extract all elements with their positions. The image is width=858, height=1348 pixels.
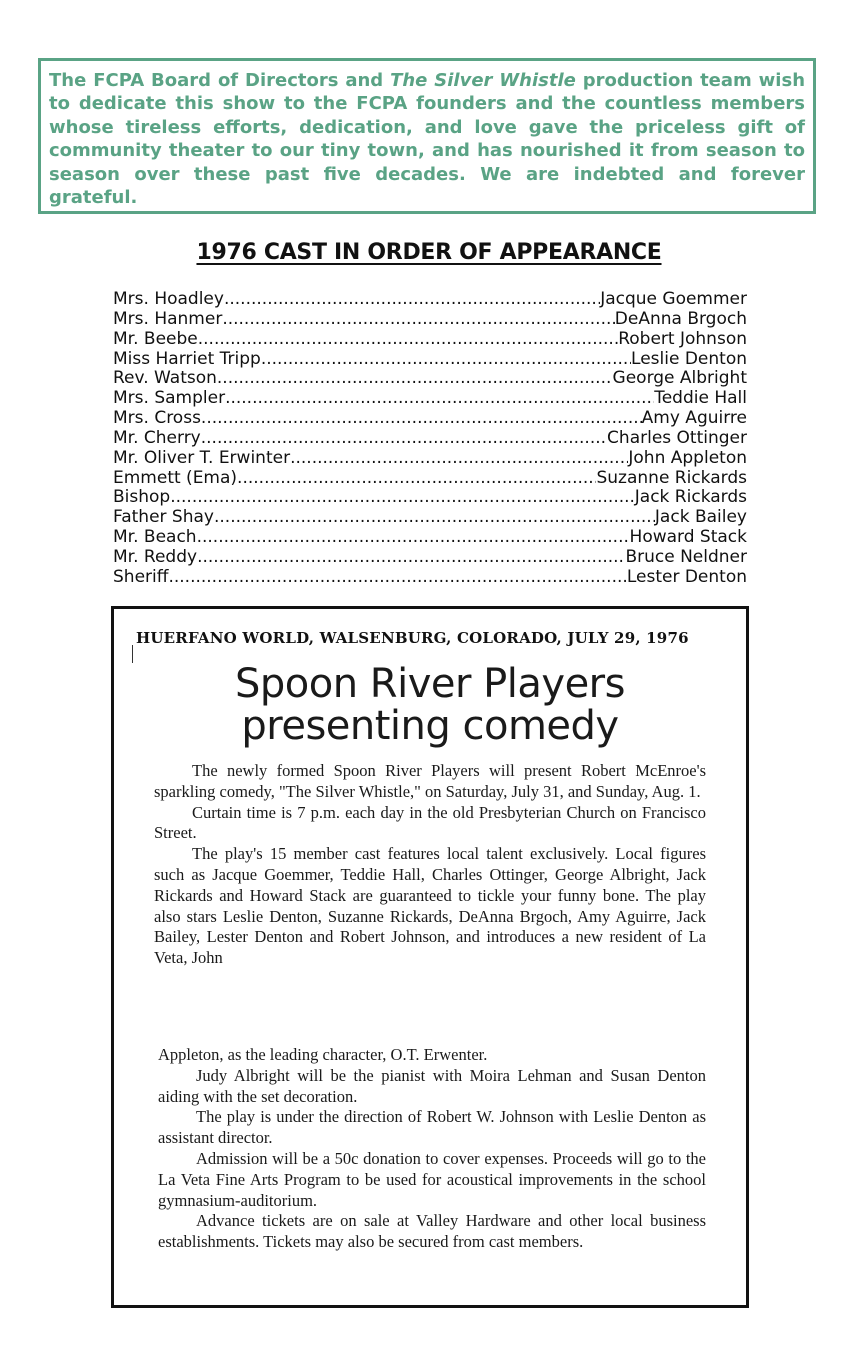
dot-leader bbox=[222, 310, 614, 330]
cast-role: Father Shay bbox=[113, 507, 214, 528]
cast-actor: Charles Ottinger bbox=[607, 427, 747, 448]
dot-leader bbox=[197, 548, 625, 568]
article-body-bottom bbox=[158, 1045, 706, 1253]
cast-actor: Amy Aguirre bbox=[641, 408, 747, 429]
cast-role: Sheriff bbox=[113, 566, 169, 587]
dot-leader bbox=[201, 409, 642, 429]
cast-role: Mr. Cherry bbox=[113, 427, 201, 448]
cast-role: Mr. Beach bbox=[113, 527, 197, 548]
article-paragraph: Judy Albright will be the pianist with Moira Lehman and Susan Denton aiding with the set decoration. bbox=[158, 1065, 706, 1106]
cast-row bbox=[113, 548, 747, 568]
dot-leader bbox=[197, 528, 630, 548]
dot-leader bbox=[237, 469, 596, 489]
cast-role: Rev. Watson bbox=[113, 368, 217, 389]
cast-row bbox=[113, 488, 747, 508]
cast-heading: 1976 CAST IN ORDER OF APPEARANCE bbox=[196, 240, 662, 265]
headline-line-2: presenting comedy bbox=[241, 703, 619, 749]
cast-list bbox=[113, 290, 747, 588]
cast-actor: Suzanne Rickards bbox=[596, 467, 747, 488]
dot-leader bbox=[201, 429, 607, 449]
cast-actor: Teddie Hall bbox=[654, 388, 747, 409]
article-continuation: Appleton, as the leading character, O.T. Erwenter. bbox=[158, 1045, 488, 1064]
dot-leader bbox=[168, 568, 626, 588]
dedication-text-end: production team wish to dedicate this show to the FCPA founders and the countless members whose tireless efforts, dedication, and love gave the priceless gift of community theater to our tiny town, and has nourished it from season to season over these past five decades. We are indebted and forever grateful. bbox=[49, 70, 806, 209]
cast-row bbox=[113, 409, 747, 429]
cast-actor: George Albright bbox=[612, 368, 747, 389]
cast-role: Mrs. Hanmer bbox=[113, 308, 223, 329]
cast-row bbox=[113, 389, 747, 409]
cast-actor: Howard Stack bbox=[629, 527, 747, 548]
cast-row bbox=[113, 508, 747, 528]
dot-leader bbox=[224, 290, 600, 310]
article-headline bbox=[114, 663, 746, 747]
cast-row bbox=[113, 310, 747, 330]
dedication-show-title: The Silver Whistle bbox=[390, 70, 576, 91]
dot-leader bbox=[217, 369, 613, 389]
dot-leader bbox=[170, 488, 635, 508]
cast-role: Mr. Reddy bbox=[113, 546, 198, 567]
cast-role: Mrs. Hoadley bbox=[113, 289, 224, 309]
dot-leader bbox=[290, 449, 628, 469]
dot-leader bbox=[225, 389, 654, 409]
cast-row bbox=[113, 369, 747, 389]
cast-row bbox=[113, 350, 747, 370]
cast-row bbox=[113, 290, 747, 310]
cast-actor: John Appleton bbox=[628, 447, 747, 468]
article-paragraph: The play is under the direction of Robert W. Johnson with Leslie Denton as assistant director. bbox=[158, 1107, 706, 1148]
article-paragraph: The play's 15 member cast features local talent exclusively. Local figures such as Jacque Goemmer, Teddie Hall, Charles Ottinger, George Albright, Jack Rickards and Howard Stack are guaranteed to tickle your funny bone. The play also stars Leslie Denton, Suzanne Rickards, DeAnna Brgoch, Amy Aguirre, Jack Bailey, Lester Denton and Robert Johnson, and introduces a new resident of La Veta, John bbox=[154, 844, 706, 968]
cast-actor: Jacque Goemmer bbox=[600, 289, 747, 309]
dot-leader bbox=[198, 330, 619, 350]
cast-row bbox=[113, 449, 747, 469]
headline-line-1: Spoon River Players bbox=[235, 661, 625, 707]
dot-leader bbox=[261, 350, 631, 370]
cast-actor: Lester Denton bbox=[626, 566, 747, 587]
dot-leader bbox=[214, 508, 655, 528]
cast-actor: Jack Rickards bbox=[634, 487, 747, 508]
cast-row bbox=[113, 469, 747, 489]
newspaper-masthead: HUERFANO WORLD, WALSENBURG, COLORADO, JULY 29, 1976 bbox=[136, 629, 689, 647]
cast-actor: Leslie Denton bbox=[631, 348, 747, 369]
cast-actor: Robert Johnson bbox=[618, 328, 747, 349]
article-paragraph: Advance tickets are on sale at Valley Hardware and other local business establishments. Tickets may also be secured from cast members. bbox=[158, 1211, 706, 1252]
cast-row bbox=[113, 568, 747, 588]
scan-mark bbox=[132, 645, 133, 663]
cast-actor: Bruce Neldner bbox=[625, 546, 747, 567]
cast-role: Mrs. Cross bbox=[113, 408, 201, 429]
newspaper-clipping bbox=[111, 606, 749, 1308]
cast-row bbox=[113, 528, 747, 548]
cast-role: Miss Harriet Tripp bbox=[113, 348, 261, 369]
cast-actor: Jack Bailey bbox=[654, 507, 747, 528]
cast-role: Mr. Oliver T. Erwinter bbox=[113, 447, 291, 468]
dedication-box bbox=[38, 58, 816, 214]
cast-row bbox=[113, 429, 747, 449]
article-paragraph: Curtain time is 7 p.m. each day in the old Presbyterian Church on Francisco Street. bbox=[154, 802, 706, 843]
cast-role: Mr. Beebe bbox=[113, 328, 198, 349]
article-paragraph: Admission will be a 50c donation to cover expenses. Proceeds will go to the La Veta Fine Arts Program to be used for acoustical improvements in the school gymnasium-auditorium. bbox=[158, 1148, 706, 1210]
article-body-top bbox=[154, 761, 706, 969]
dedication-text-start: The FCPA Board of Directors and bbox=[49, 70, 391, 91]
cast-role: Emmett (Ema) bbox=[113, 467, 238, 488]
cast-role: Bishop bbox=[113, 487, 171, 508]
article-paragraph: The newly formed Spoon River Players will present Robert McEnroe's sparkling comedy, "The Silver Whistle," on Saturday, July 31, and Sunday, Aug. 1. bbox=[154, 761, 706, 801]
cast-row bbox=[113, 330, 747, 350]
cast-role: Mrs. Sampler bbox=[113, 388, 226, 409]
cast-actor: DeAnna Brgoch bbox=[614, 308, 747, 329]
